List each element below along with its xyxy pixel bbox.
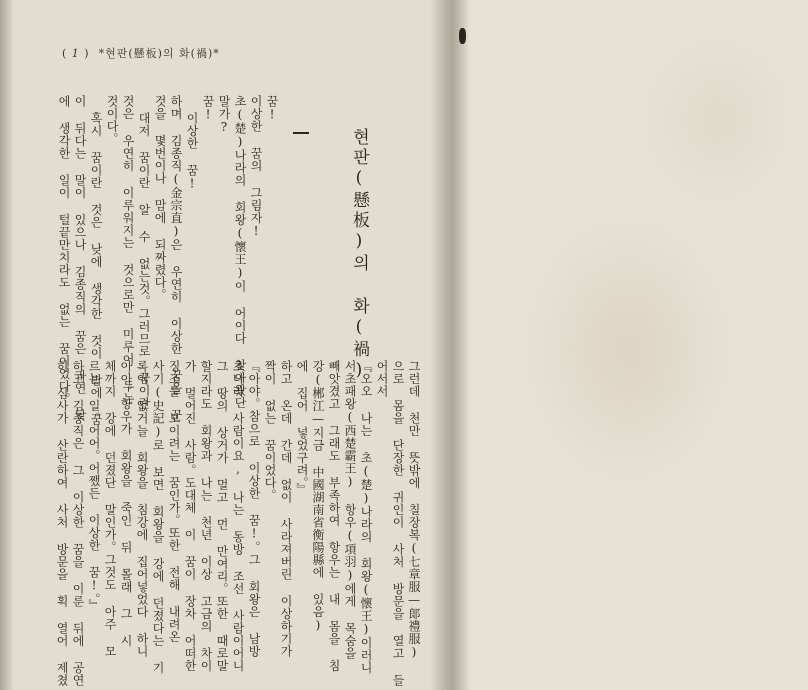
text-column: 징조를 보이려는 꿈인가。또한 전해 내려온 — [167, 360, 181, 643]
text-column: 『아야。참으로 이상한 꿈!。그 회왕은 남방 — [247, 360, 261, 658]
running-title: *현판(懸板)의 화(禍)* — [98, 47, 220, 60]
text-column: 이상한 꿈! — [185, 112, 199, 191]
paper-stain — [648, 40, 788, 200]
text-column: 대저 꿈이란 알 수 없는것。그러므로 꿈이란 — [137, 112, 151, 410]
running-header: ( 1 ) *현판(懸板)의 화(禍)* — [62, 47, 220, 60]
text-column: 그 땅의 상거가 멀고 먼 만여리。또한 때로말 — [215, 360, 229, 672]
text-column: 에 집어 넣었구려。』 — [295, 360, 309, 496]
text-column: 꿈! — [201, 95, 215, 122]
text-column: 사기(史記)로 보면 회왕을 강에 던졌다는 기 — [151, 360, 165, 674]
text-column: 『오오 나는 초(楚)나라의 회왕(懷王)이러니 — [359, 360, 373, 674]
text-column: 히 심사가 산란하여 사처 방문을 획 열어 제쳤 — [55, 360, 69, 687]
page-number: 1 — [71, 47, 80, 60]
text-column: 하고 김종직은 그 이상한 꿈을 이룬 뒤에 공연 — [71, 360, 85, 687]
text-column: 초(楚)나라의 회왕(懷王)이 어이다 찾아왔단 — [233, 95, 247, 409]
text-column: 서초패왕(西楚霸王) 항우(項羽)에게 목숨을 — [343, 360, 357, 660]
section-numeral — [293, 132, 309, 134]
text-column: 체까지 강에 던졌단 말인가。그것도 아주 모 — [103, 360, 117, 658]
text-column: 에 생각한 일이 털끝만치라도 없는 꿈이었다。 — [57, 95, 71, 405]
text-column: 것이다。 — [105, 95, 119, 145]
ink-blot — [459, 28, 466, 44]
paper-stain — [528, 220, 728, 480]
text-column: 이 뒤다는 말이 있으나 김종직의 꿈은 과연 낮 — [73, 95, 87, 422]
text-column: 가 멀어진 사람。도대체 이 꿈이 장차 어떠한 — [183, 360, 197, 672]
text-column: 것을 몇번이나 맘에 되짜렸다。 — [153, 95, 167, 301]
text-column: 혹시 꿈이란 것은 낮에 생각한 것이 밤에 꿈 — [89, 112, 103, 426]
text-column: 꿈! — [265, 95, 279, 122]
text-column: 강(郴江—지금 中國湖南省衡陽縣에 있음) — [311, 360, 325, 633]
text-column: 짝이 없는 꿈이었다。 — [263, 360, 277, 502]
text-column: 초나라 사람이요, 나는 동방 조선 사람이어니 — [231, 360, 245, 672]
text-column: 빼앗겼고 그래도 부족하여 항우는 내 몸을 침 — [327, 360, 341, 672]
text-column: 록이 없거늘 회왕을 침강에 집어넣었다 하니 — [135, 360, 149, 658]
page-edge-shadow — [0, 0, 14, 690]
text-column: 이상한 꿈의 그림자! — [249, 95, 263, 239]
text-column: 하며 김종직(金宗直)은 우연히 이상한 꿈을 꾼 — [169, 95, 183, 422]
chapter-title: 현판(懸板)의 화(禍) — [349, 128, 369, 383]
text-column: 어서서 — [375, 360, 389, 398]
text-column: 그런데 천만 뜻밖에 칠장복(七章服—郞禮服) — [407, 360, 421, 660]
text-column: 할지라도 회왕과 나는 천년 이상 고금의 차이 — [199, 360, 213, 672]
right-page — [448, 0, 808, 690]
text-column: 아아。항우가 회왕을 죽인 뒤 몰래 그 시 — [119, 360, 133, 647]
text-column: 으로 몸을 단장한 귀인이 사처 방문을 열고 들 — [391, 360, 405, 687]
text-column: 것은 우연히 이루워지는 것으로만 미루어 두는 — [121, 95, 135, 405]
text-column: 말가? — [217, 95, 231, 135]
text-column: 르는 일。어어。어쨌든 이상한 꿈!。』 — [87, 360, 101, 612]
text-column: 하고 온데 간데 없이 사라져버린 이상하기가 — [279, 360, 293, 658]
book-gutter — [430, 0, 470, 690]
